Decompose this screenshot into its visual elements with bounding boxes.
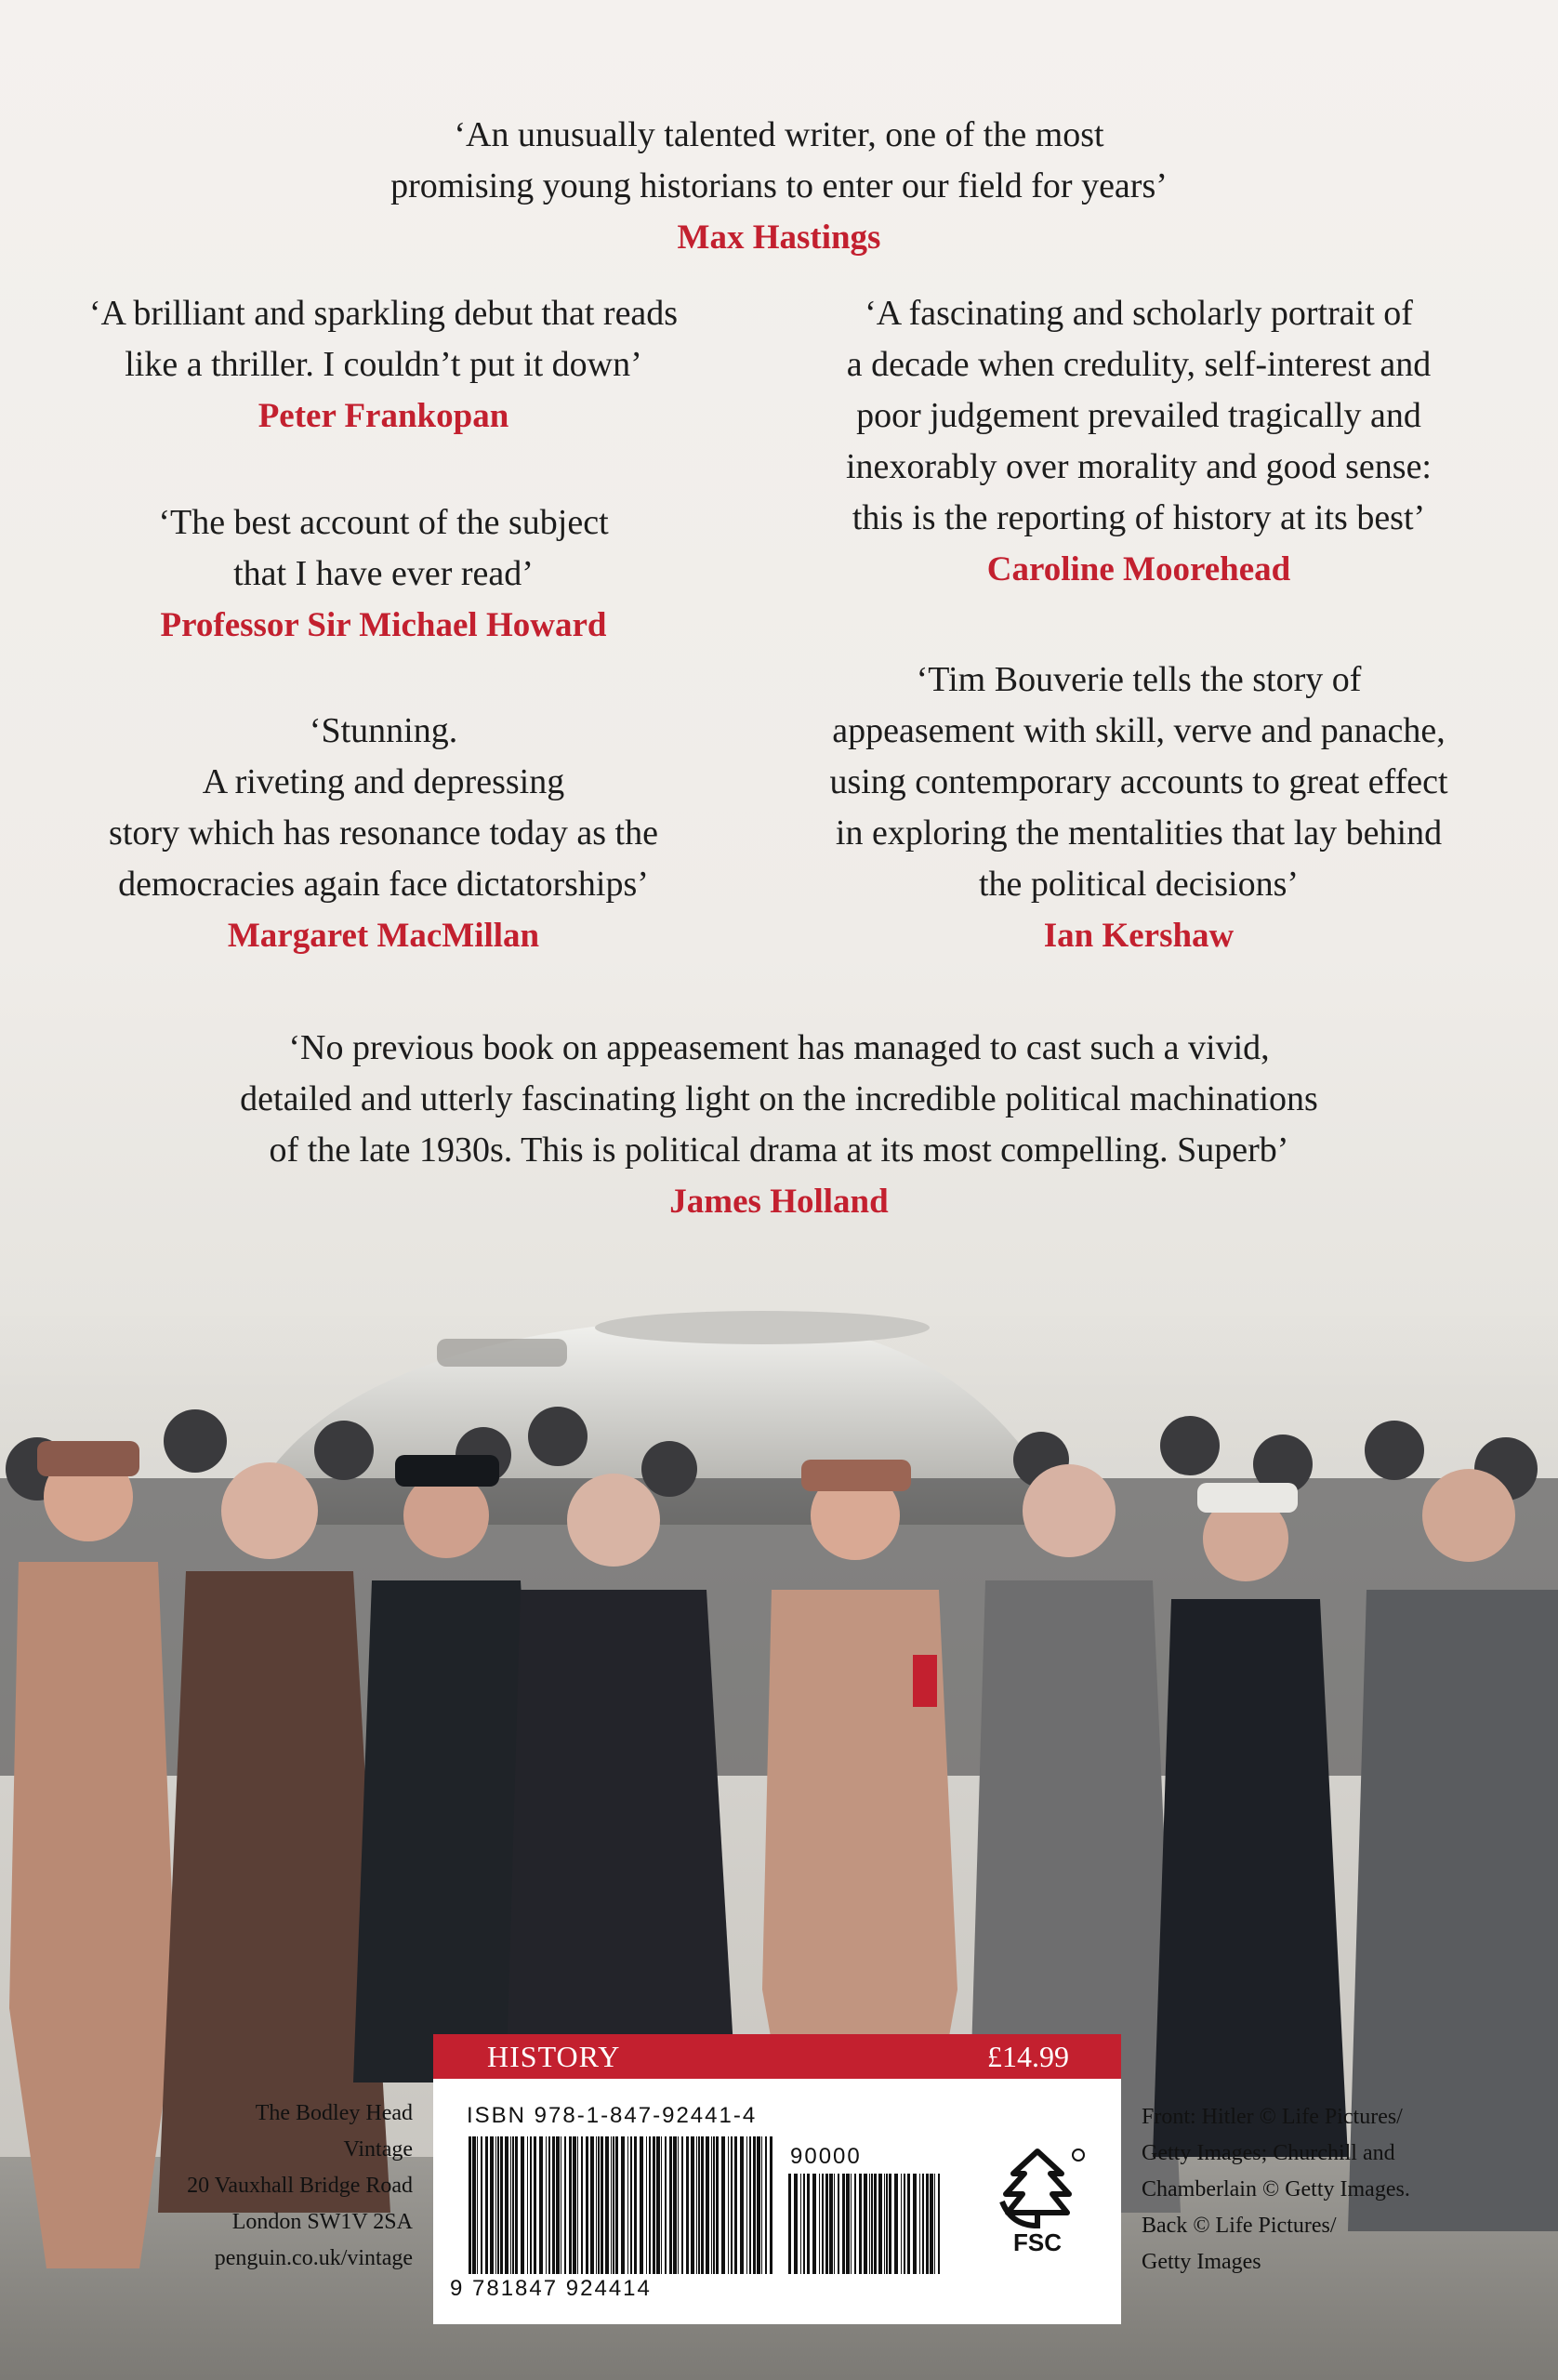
barcode-bar — [696, 2136, 697, 2274]
barcode-bar — [800, 2174, 801, 2274]
barcode-bar — [649, 2136, 651, 2274]
barcode-bar — [807, 2174, 810, 2274]
barcode-bar — [615, 2136, 618, 2274]
quote-michael-howard — [37, 497, 730, 652]
barcode-bar — [706, 2136, 709, 2274]
barcode-bar — [922, 2174, 924, 2274]
barcode-bar — [552, 2136, 555, 2274]
barcode-bar — [627, 2136, 628, 2274]
barcode-bar — [646, 2136, 647, 2274]
barcode-bar — [842, 2174, 845, 2274]
fsc-label: FSC — [1013, 2228, 1062, 2256]
barcode-bar — [746, 2136, 747, 2274]
quote-attribution: Ian Kershaw — [1043, 917, 1235, 955]
barcode-bar — [573, 2136, 576, 2274]
category-price-band — [433, 2034, 1121, 2079]
price-label: £14.99 — [987, 2040, 1069, 2073]
barcode-bar — [634, 2136, 637, 2274]
barcode-bar — [874, 2174, 877, 2274]
barcode-bar — [490, 2136, 494, 2274]
addon-number: 90000 — [790, 2144, 862, 2169]
barcode-bar — [878, 2174, 882, 2274]
barcode-bar — [871, 2174, 873, 2274]
barcode-bar — [673, 2136, 677, 2274]
quote-text: ‘The best account of the subject that I have ever read’ — [158, 503, 609, 593]
barcode-bar — [669, 2136, 672, 2274]
barcode-bar — [731, 2136, 733, 2274]
barcode-bar — [469, 2136, 471, 2274]
barcode-bar — [753, 2136, 756, 2274]
quote-attribution: Peter Frankopan — [257, 397, 509, 435]
barcode-bar — [656, 2136, 660, 2274]
barcode-bar — [505, 2136, 508, 2274]
quote-text: ‘A fascinating and scholarly portrait of a decade when credulity, self-interest and poor judgement prevailed tragically and inexorably over morality and good sense: this is the reporting of history at its best’ — [845, 294, 1432, 537]
barcode-bar — [728, 2136, 729, 2274]
quote-text: ‘Tim Bouverie tells the story of appeasement with skill, verve and panache, using contemporary accounts to great effect in exploring the mentalities that lay behind the political decisions’ — [829, 660, 1448, 904]
barcode-bar — [515, 2136, 518, 2274]
barcode-bar — [590, 2136, 594, 2274]
barcode-bar — [539, 2136, 543, 2274]
barcode-bar — [869, 2174, 870, 2274]
barcode-bar — [701, 2136, 704, 2274]
barcode-bar — [521, 2136, 524, 2274]
ean-barcode — [467, 2136, 773, 2276]
barcode-bar — [913, 2174, 917, 2274]
barcode-bar — [734, 2136, 737, 2274]
barcode-bar — [527, 2136, 528, 2274]
publisher-line: The Bodley Head — [255, 2101, 413, 2125]
barcode-bar — [761, 2136, 762, 2274]
barcode-bar — [556, 2136, 560, 2274]
barcode-bar — [919, 2174, 920, 2274]
publisher-website: penguin.co.uk/vintage — [214, 2246, 413, 2270]
barcode-bar — [621, 2136, 625, 2274]
barcode-bar — [864, 2174, 867, 2274]
barcode-bar — [586, 2136, 588, 2274]
barcode-bar — [907, 2174, 910, 2274]
quote-james-holland — [128, 1023, 1430, 1228]
barcode-bar — [510, 2136, 511, 2274]
barcode-bar — [605, 2136, 609, 2274]
barcode-bar — [901, 2174, 902, 2274]
quote-caroline-moorehead — [772, 288, 1506, 596]
barcode-bar — [788, 2174, 791, 2274]
barcode-bar — [481, 2136, 482, 2274]
barcode-bar — [859, 2174, 862, 2274]
barcode-bar — [564, 2136, 566, 2274]
photo-credits: Front: Hitler © Life Pictures/ Getty Images; Churchill and Chamberlain © Getty Images. Back © Life Pictures/ Getty Images — [1142, 2105, 1410, 2274]
barcode-bar — [661, 2136, 662, 2274]
barcode-bar — [485, 2136, 488, 2274]
quote-peter-frankopan — [37, 288, 730, 443]
quote-attribution: Margaret MacMillan — [227, 917, 540, 955]
barcode-bar — [770, 2136, 772, 2274]
barcode-bar — [477, 2136, 478, 2274]
barcode-bar — [534, 2136, 536, 2274]
publisher-line: 20 Vauxhall Bridge Road — [187, 2174, 413, 2198]
quote-text: ‘Stunning. A riveting and depressing story which has resonance today as the democracies again face dictatorships’ — [109, 711, 658, 904]
barcode-bar — [512, 2136, 514, 2274]
barcode-bar — [678, 2136, 679, 2274]
barcode-bar — [548, 2136, 550, 2274]
barcode-bar — [851, 2174, 852, 2274]
quote-ian-kershaw — [772, 654, 1506, 962]
barcode-bar — [546, 2136, 547, 2274]
barcode-bar — [472, 2136, 476, 2274]
barcode-bar — [577, 2136, 578, 2274]
quote-max-hastings — [268, 110, 1290, 264]
barcode-bar — [630, 2136, 632, 2274]
barcode-bar — [500, 2136, 503, 2274]
publisher-address — [139, 2096, 413, 2277]
category-label: HISTORY — [487, 2040, 621, 2073]
barcode-bar — [846, 2174, 850, 2274]
barcode-bar — [665, 2136, 667, 2274]
barcode-bar — [716, 2136, 719, 2274]
publisher-line: Vintage — [343, 2137, 413, 2162]
barcode-bar — [653, 2136, 655, 2274]
barcode-bar — [581, 2136, 583, 2274]
barcode-bar — [711, 2136, 712, 2274]
barcode-bar — [749, 2136, 751, 2274]
quote-text: ‘A brilliant and sparkling debut that reads like a thriller. I couldn’t put it down’ — [88, 294, 679, 384]
barcode-bar — [834, 2174, 835, 2274]
barcode-bar — [884, 2174, 885, 2274]
barcode-bar — [822, 2174, 824, 2274]
barcode-bar — [598, 2136, 600, 2274]
barcode-bar — [889, 2174, 891, 2274]
barcode-bar — [819, 2174, 820, 2274]
quote-margaret-macmillan — [37, 706, 730, 962]
barcode-bar — [904, 2174, 905, 2274]
addon-barcode — [786, 2174, 944, 2276]
barcode-bar — [691, 2136, 694, 2274]
quote-attribution: Max Hastings — [677, 218, 881, 257]
barcode-bar — [794, 2174, 798, 2274]
barcode-bar — [829, 2174, 833, 2274]
barcode-bar — [640, 2136, 643, 2274]
quote-attribution: Professor Sir Michael Howard — [160, 606, 607, 644]
fsc-logo — [984, 2146, 1091, 2257]
barcode-bar — [611, 2136, 612, 2274]
barcode-bar — [757, 2136, 760, 2274]
barcode-bar — [613, 2136, 614, 2274]
barcode-bar — [601, 2136, 603, 2274]
quote-attribution: Caroline Moorehead — [986, 550, 1291, 588]
barcode-panel — [433, 2034, 1121, 2324]
barcode-bar — [686, 2136, 689, 2274]
barcode-bar — [934, 2174, 935, 2274]
barcode-bar — [681, 2136, 683, 2274]
barcode-bar — [930, 2174, 933, 2274]
barcode-bar — [721, 2136, 725, 2274]
barcode-bar — [569, 2136, 572, 2274]
barcode-bar — [938, 2174, 940, 2274]
barcode-bar — [495, 2136, 496, 2274]
quote-text: ‘An unusually talented writer, one of the most promising young historians to enter our field for years’ — [390, 115, 1168, 205]
barcode-bar — [838, 2174, 839, 2274]
publisher-line: London SW1V 2SA — [231, 2210, 413, 2234]
isbn-label: ISBN 978-1-847-92441-4 — [467, 2103, 758, 2128]
barcode-bar — [825, 2174, 828, 2274]
barcode-bar — [740, 2136, 744, 2274]
barcode-bar — [894, 2174, 898, 2274]
barcode-bar — [812, 2174, 816, 2274]
ean-number: 9 781847 924414 — [450, 2276, 652, 2301]
barcode-bar — [596, 2136, 597, 2274]
barcode-bar — [886, 2174, 888, 2274]
barcode-bar — [713, 2136, 715, 2274]
quote-text: ‘No previous book on appeasement has managed to cast such a vivid, detailed and utterly fascinating light on the incredible political machinations of the late 1930s. This is political drama at its most compelling. Superb’ — [240, 1028, 1318, 1170]
barcode-bar — [926, 2174, 929, 2274]
barcode-bar — [765, 2136, 767, 2274]
barcode-bar — [497, 2136, 499, 2274]
barcode-bar — [803, 2174, 805, 2274]
quote-attribution: James Holland — [669, 1183, 889, 1221]
tree-icon — [984, 2146, 1091, 2229]
barcode-bar — [530, 2136, 532, 2274]
barcode-bar — [854, 2174, 856, 2274]
barcode-bar — [698, 2136, 700, 2274]
